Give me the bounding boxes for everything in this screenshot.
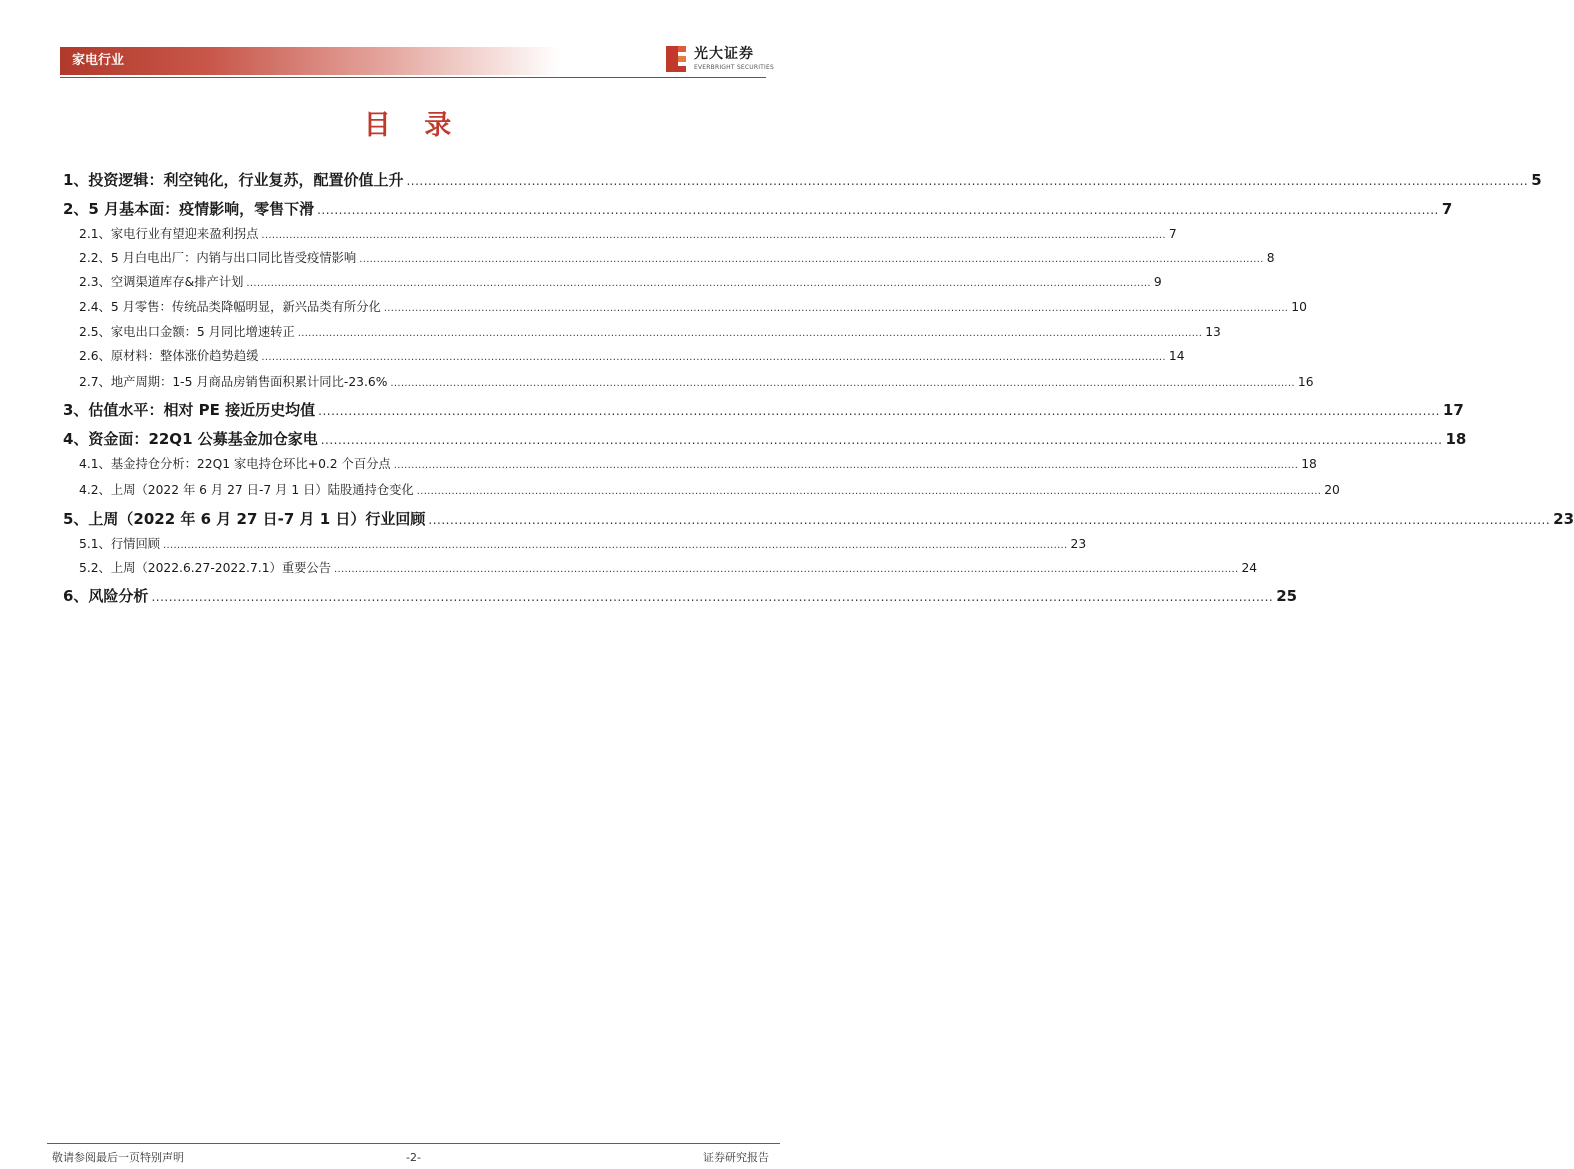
page-title: 目 录 — [363, 110, 464, 141]
toc-entry-title: 2.4、5 月零售：传统品类降幅明显，新兴品类有所分化 — [79, 300, 381, 314]
toc-entry-page: 25 — [1276, 587, 1298, 605]
toc-leader-dots: .................................................................................................................................................................................................................................................................... — [151, 590, 1274, 604]
toc-entry-title: 2.5、家电出口金额：5 月同比增速转正 — [79, 325, 295, 339]
toc-entry-page: 16 — [1297, 375, 1314, 389]
toc-entry-title: 4、资金面：22Q1 公募基金加仓家电 — [63, 430, 318, 448]
company-logo — [664, 44, 774, 74]
toc-leader-dots: .................................................................................................................................................................................................................................................................... — [428, 513, 1551, 527]
toc-entry-subsection[interactable] — [79, 299, 1307, 316]
toc-leader-dots: .................................................................................................................................................................................................................................................................... — [297, 328, 1203, 339]
toc-entry-subsection[interactable] — [79, 374, 1314, 391]
page-number: -2- — [406, 1151, 421, 1164]
toc-leader-dots: .................................................................................................................................................................................................................................................................... — [246, 278, 1151, 289]
logo-name-en: EVERBRIGHT SECURITIES — [694, 64, 774, 71]
toc-entry-section[interactable] — [63, 199, 1453, 219]
toc-entry-subsection[interactable] — [79, 456, 1317, 473]
footer-divider — [47, 1143, 780, 1144]
toc-leader-dots: .................................................................................................................................................................................................................................................................... — [406, 174, 1529, 188]
everbright-logo-icon — [664, 44, 688, 74]
toc-entry-section[interactable] — [63, 400, 1464, 420]
toc-entry-title: 2.7、地产周期：1-5 月商品房销售面积累计同比-23.6% — [79, 375, 388, 389]
toc-entry-page: 13 — [1205, 325, 1221, 339]
toc-entry-page: 7 — [1168, 227, 1177, 241]
toc-entry-title: 5.2、上周（2022.6.27-2022.7.1）重要公告 — [79, 561, 332, 575]
toc-entry-page: 9 — [1153, 275, 1162, 289]
toc-leader-dots: .................................................................................................................................................................................................................................................................... — [318, 404, 1440, 418]
toc-entry-title: 2.1、家电行业有望迎来盈利拐点 — [79, 227, 259, 241]
toc-entry-title: 2.3、空调渠道库存&排产计划 — [79, 275, 244, 289]
toc-leader-dots: .................................................................................................................................................................................................................................................................... — [393, 460, 1299, 471]
toc-entry-subsection[interactable] — [79, 226, 1177, 243]
toc-entry-title: 2、5 月基本面：疫情影响，零售下滑 — [63, 200, 315, 218]
footer-report-type: 证券研究报告 — [703, 1151, 769, 1164]
toc-entry-page: 8 — [1266, 251, 1275, 265]
toc-entry-page: 20 — [1324, 483, 1340, 497]
toc-leader-dots: .................................................................................................................................................................................................................................................................... — [320, 433, 1443, 447]
industry-label: 家电行业 — [72, 53, 125, 68]
toc-entry-title: 6、风险分析 — [63, 587, 149, 605]
toc-entry-page: 18 — [1445, 430, 1467, 448]
toc-entry-subsection[interactable] — [79, 348, 1185, 365]
toc-leader-dots: .................................................................................................................................................................................................................................................................... — [416, 486, 1322, 497]
toc-entry-subsection[interactable] — [79, 560, 1258, 577]
toc-entry-section[interactable] — [63, 509, 1574, 529]
toc-entry-page: 5 — [1531, 171, 1542, 189]
toc-entry-page: 24 — [1241, 561, 1258, 575]
toc-entry-section[interactable] — [63, 170, 1542, 190]
toc-leader-dots: .................................................................................................................................................................................................................................................................... — [317, 203, 1439, 217]
toc-entry-page: 23 — [1553, 510, 1574, 528]
toc-entry-subsection[interactable] — [79, 536, 1087, 553]
toc-entry-subsection[interactable] — [79, 250, 1275, 267]
toc-entry-title: 5、上周（2022 年 6 月 27 日-7 月 1 日）行业回顾 — [63, 510, 426, 528]
toc-leader-dots: .................................................................................................................................................................................................................................................................... — [163, 540, 1068, 551]
toc-leader-dots: .................................................................................................................................................................................................................................................................... — [359, 254, 1264, 265]
toc-leader-dots: .................................................................................................................................................................................................................................................................... — [383, 303, 1289, 314]
toc-entry-title: 2.2、5 月白电出厂：内销与出口同比皆受疫情影响 — [79, 251, 357, 265]
toc-entry-page: 18 — [1301, 457, 1317, 471]
toc-entry-page: 23 — [1070, 537, 1087, 551]
toc-entry-subsection[interactable] — [79, 324, 1221, 341]
toc-entry-title: 2.6、原材料：整体涨价趋势趋缓 — [79, 349, 259, 363]
header-band — [60, 47, 560, 75]
header-divider — [60, 77, 766, 78]
toc-entry-title: 4.2、上周（2022 年 6 月 27 日-7 月 1 日）陆股通持仓变化 — [79, 483, 414, 497]
toc-leader-dots: .................................................................................................................................................................................................................................................................... — [390, 378, 1295, 389]
toc-entry-page: 7 — [1441, 200, 1453, 218]
toc-leader-dots: .................................................................................................................................................................................................................................................................... — [261, 352, 1166, 363]
toc-leader-dots: .................................................................................................................................................................................................................................................................... — [334, 564, 1239, 575]
toc-entry-page: 10 — [1291, 300, 1307, 314]
logo-name-cn: 光大证券 — [694, 46, 754, 62]
toc-entry-page: 14 — [1168, 349, 1185, 363]
toc-entry-page: 17 — [1442, 401, 1464, 419]
toc-entry-title: 3、估值水平：相对 PE 接近历史均值 — [63, 401, 316, 419]
toc-leader-dots: .................................................................................................................................................................................................................................................................... — [261, 230, 1166, 241]
toc-entry-subsection[interactable] — [79, 482, 1340, 499]
toc-entry-title: 5.1、行情回顾 — [79, 537, 161, 551]
toc-entry-title: 1、投资逻辑：利空钝化，行业复苏，配置价值上升 — [63, 171, 404, 189]
toc-entry-subsection[interactable] — [79, 274, 1162, 291]
toc-entry-title: 4.1、基金持仓分析：22Q1 家电持仓环比+0.2 个百分点 — [79, 457, 391, 471]
footer-disclaimer: 敬请参阅最后一页特别声明 — [52, 1151, 184, 1164]
toc-entry-section[interactable] — [63, 429, 1467, 449]
toc-entry-section[interactable] — [63, 586, 1298, 606]
